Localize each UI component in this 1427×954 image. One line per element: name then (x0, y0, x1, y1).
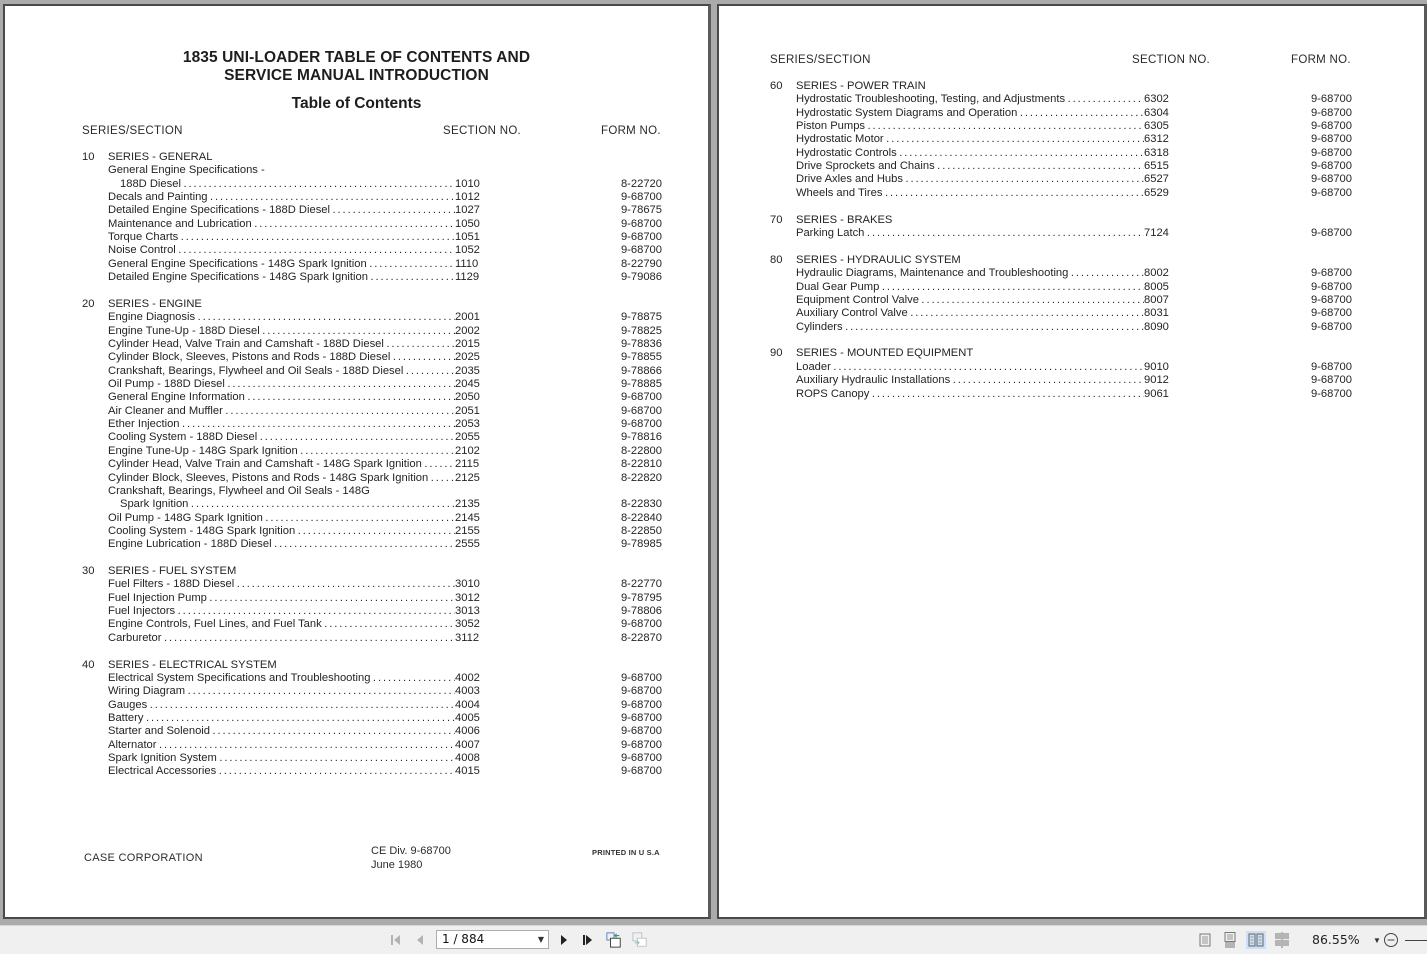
toc-entry-section-number: 1012 (455, 191, 480, 204)
toc-entry-title: Piston Pumps . . . (796, 120, 1144, 133)
toc-entry-title: Fuel Injection Pump . . . (108, 592, 455, 605)
toc-entry-form-number: 9-68700 (620, 618, 662, 631)
toc-list-left (82, 151, 662, 779)
toc-entry-form-number: 8-22830 (620, 498, 662, 511)
series-gap (770, 334, 1352, 348)
last-page-icon[interactable] (580, 932, 596, 948)
toc-entry-form-number: 9-78675 (620, 204, 662, 217)
toc-entry-form-number: 9-78825 (620, 324, 662, 337)
toc-entry[interactable] (82, 739, 662, 752)
series-number: 10 (82, 151, 95, 163)
toc-entry-title: Hydrostatic System Diagrams and Operation . . . (796, 107, 1144, 120)
toc-entry-title: Cylinder Head, Valve Train and Camshaft - 188D Diesel . . . (108, 338, 455, 351)
toc-entry[interactable] (770, 120, 1352, 133)
toc-entry-section-number: 8007 (1144, 293, 1169, 306)
toc-entry-title: Engine Lubrication - 188D Diesel . . . (108, 538, 455, 551)
series-heading[interactable] (82, 565, 662, 578)
toc-entry-section-number: 1110 (455, 257, 479, 270)
toc-entry-section-number: 8002 (1144, 267, 1169, 280)
single-page-view-icon[interactable] (1195, 931, 1215, 949)
toc-entry-form-number: 9-68700 (620, 712, 662, 725)
toc-entry[interactable] (770, 307, 1352, 320)
toc-entry-title: Air Cleaner and Muffler . . . (108, 405, 455, 418)
toc-entry[interactable] (82, 325, 662, 338)
toc-entry-form-number: 9-68700 (1310, 146, 1352, 159)
zoom-level[interactable]: 86.55% (1312, 932, 1360, 947)
toc-entry-section-number: 1010 (455, 177, 480, 190)
column-header-form: FORM NO. (1291, 54, 1351, 66)
toc-entry-section-number: 4002 (455, 672, 480, 685)
toc-entry-section-number: 9061 (1144, 387, 1169, 400)
toc-entry-section-number: 2102 (455, 444, 480, 457)
toc-entry-form-number: 9-68700 (620, 725, 662, 738)
toc-entry-form-number: 8-22770 (620, 578, 662, 591)
toc-entry[interactable] (770, 160, 1352, 173)
toc-entry-form-number: 9-78866 (620, 364, 662, 377)
toc-entry-form-number: 8-22870 (620, 631, 662, 644)
toc-entry[interactable] (82, 458, 662, 471)
toc-entry-section-number: 6318 (1144, 146, 1169, 159)
previous-page-icon[interactable] (412, 932, 428, 948)
toc-entry[interactable] (770, 321, 1352, 334)
toc-entry-title: General Engine Specifications - 148G Spark Ignition . . . (108, 258, 455, 271)
toc-entry-form-number: 9-68700 (1310, 186, 1352, 199)
toc-entry[interactable] (770, 281, 1352, 294)
toc-entry-form-number: 9-68700 (1310, 160, 1352, 173)
toc-entry[interactable] (770, 374, 1352, 387)
series-heading[interactable] (770, 214, 1352, 227)
series-number: 40 (82, 658, 95, 671)
toc-list-right (770, 80, 1352, 401)
toc-entry[interactable] (770, 173, 1352, 186)
toc-entry-section-number: 2050 (455, 391, 480, 404)
toc-entry-title: Torque Charts . . . (108, 231, 455, 244)
document-title-line1: 1835 UNI-LOADER TABLE OF CONTENTS AND (182, 49, 531, 66)
series-heading[interactable] (770, 347, 1352, 360)
series-gap (770, 240, 1352, 254)
toc-entry-title: Cylinders . . . (796, 321, 1144, 334)
toc-entry[interactable] (770, 227, 1352, 240)
toc-entry-title: Electrical Accessories . . . (108, 765, 455, 778)
series-number: 70 (770, 213, 783, 226)
toc-entry[interactable] (82, 204, 662, 217)
toc-entry-form-number: 8-22790 (620, 257, 662, 270)
toc-entry-section-number: 2125 (455, 471, 480, 484)
toc-entry-form-number: 9-68700 (620, 738, 662, 751)
toc-entry-title: Starter and Solenoid . . . (108, 725, 455, 738)
toc-entry-form-number: 9-68700 (1310, 307, 1352, 320)
toc-entry-section-number: 9010 (1144, 360, 1169, 373)
division-form-number: CE Div. 9-68700 (371, 845, 451, 857)
toc-entry-form-number: 9-68700 (620, 698, 662, 711)
series-title: SERIES - FUEL SYSTEM (108, 565, 237, 578)
series-group (82, 298, 662, 552)
toc-entry[interactable] (770, 267, 1352, 280)
toc-entry[interactable] (82, 592, 662, 605)
toc-entry-title: Carburetor . . . (108, 632, 455, 645)
column-header-series: SERIES/SECTION (770, 54, 871, 66)
toc-entry-title: Wheels and Tires . . . (796, 187, 1144, 200)
series-gap (82, 552, 662, 566)
series-heading[interactable] (770, 80, 1352, 93)
series-heading[interactable] (770, 254, 1352, 267)
next-view-icon[interactable] (632, 932, 648, 948)
toc-entry[interactable] (82, 605, 662, 618)
toc-entry-form-number: 9-68700 (1310, 227, 1352, 240)
toc-entry-section-number: 3012 (455, 591, 480, 604)
toc-entry-form-number: 9-78885 (620, 378, 662, 391)
toc-entry-title: Engine Controls, Fuel Lines, and Fuel Tank . . . (108, 618, 455, 631)
toc-entry-section-number: 1050 (455, 217, 480, 230)
toc-entry-form-number: 9-68700 (1310, 320, 1352, 333)
page-indicator: 1 / 884 (442, 932, 485, 946)
toc-entry-section-number: 1052 (455, 244, 480, 257)
toc-entry-section-number: 2155 (455, 524, 480, 537)
toc-entry-title: Fuel Filters - 188D Diesel . . . (108, 578, 455, 591)
toc-entry-title: Spark Ignition System . . . (108, 752, 455, 765)
series-number: 20 (82, 297, 95, 310)
toc-entry-section-number: 6302 (1144, 93, 1169, 106)
toc-entry-section-number: 1051 (455, 231, 480, 244)
toc-entry[interactable] (82, 231, 662, 244)
toc-entry-title: Auxiliary Control Valve . . . (796, 307, 1144, 320)
toc-entry-title: Fuel Injectors . . . (108, 605, 455, 618)
toc-entry-title: Alternator . . . (108, 739, 455, 752)
zoom-dropdown-arrow-icon[interactable]: ▼ (1373, 935, 1381, 945)
toc-entry-section-number: 2135 (455, 498, 480, 511)
toc-entry-section-number: 4005 (455, 712, 480, 725)
toc-entry-form-number: 9-68700 (1310, 360, 1352, 373)
toc-entry-form-number: 9-78795 (620, 591, 662, 604)
toc-entry-form-number: 9-68700 (1310, 387, 1352, 400)
previous-view-icon[interactable] (606, 932, 622, 948)
toc-entry-title: Parking Latch . . . (796, 227, 1144, 240)
toc-entry-section-number: 6529 (1144, 186, 1169, 199)
toc-entry-section-number: 2555 (455, 538, 480, 551)
zoom-out-icon[interactable] (1383, 932, 1399, 948)
series-group (770, 347, 1352, 400)
toc-entry[interactable] (770, 133, 1352, 146)
toc-entry-section-number: 4006 (455, 725, 480, 738)
series-title: SERIES - MOUNTED EQUIPMENT (796, 347, 974, 360)
toc-entry-form-number: 9-68700 (620, 765, 662, 778)
toc-entry-form-number: 9-68700 (620, 244, 662, 257)
toc-entry-form-number: 9-68700 (1310, 173, 1352, 186)
toc-entry-section-number: 6312 (1144, 133, 1169, 146)
toc-entry-section-number: 9012 (1144, 374, 1169, 387)
toc-entry-form-number: 9-68700 (1310, 280, 1352, 293)
toc-entry[interactable] (82, 418, 662, 431)
toc-entry-title: Noise Control . . . (108, 244, 455, 257)
toc-entry-title: Wiring Diagram . . . (108, 685, 455, 698)
toc-entry-form-number: 9-68700 (620, 672, 662, 685)
toc-entry[interactable] (82, 311, 662, 324)
series-group (770, 80, 1352, 200)
toc-entry-title: Gauges . . . (108, 699, 455, 712)
toc-entry-form-number: 8-22800 (620, 444, 662, 457)
toc-entry-form-number: 9-79086 (620, 271, 662, 284)
zoom-slider-track[interactable] (1405, 940, 1427, 941)
toc-entry[interactable] (82, 431, 662, 444)
toc-entry-section-number: 4015 (455, 765, 480, 778)
toc-entry[interactable] (770, 388, 1352, 401)
series-gap (82, 284, 662, 298)
toc-entry-title: Crankshaft, Bearings, Flywheel and Oil Seals - 148G (108, 484, 370, 497)
toc-entry-title: Hydrostatic Controls . . . (796, 147, 1144, 160)
toc-entry-title: Drive Axles and Hubs . . . (796, 173, 1144, 186)
toc-entry[interactable] (82, 725, 662, 738)
toc-entry-title: Spark Ignition . . . (120, 498, 455, 511)
toc-entry-form-number: 9-68700 (620, 391, 662, 404)
continuous-view-icon[interactable] (1220, 931, 1240, 949)
toc-entry[interactable] (82, 672, 662, 685)
toc-entry-title: Decals and Painting . . . (108, 191, 455, 204)
document-page-right (717, 4, 1427, 919)
column-header-section: SECTION NO. (1132, 54, 1211, 66)
toc-entry-title: Detailed Engine Specifications - 148G Spark Ignition . . . (108, 271, 455, 284)
toc-entry-title: Engine Diagnosis . . . (108, 311, 455, 324)
toc-entry[interactable] (82, 258, 662, 271)
column-header-series: SERIES/SECTION (82, 125, 183, 137)
toc-entry-title: Oil Pump - 148G Spark Ignition . . . (108, 512, 455, 525)
toc-entry-form-number: 9-78816 (620, 431, 662, 444)
toc-entry-title: Hydrostatic Motor . . . (796, 133, 1144, 146)
toc-entry-form-number: 9-78806 (620, 605, 662, 618)
toc-entry-section-number: 4004 (455, 698, 480, 711)
toc-entry-title: Electrical System Specifications and Troubleshooting . . . (108, 672, 455, 685)
page-number-input[interactable] (436, 930, 549, 949)
toc-entry-section-number: 2055 (455, 431, 480, 444)
toc-entry[interactable] (770, 361, 1352, 374)
series-heading[interactable] (82, 151, 662, 164)
toc-entry-form-number: 9-68700 (1310, 120, 1352, 133)
toc-entry-title: Oil Pump - 188D Diesel . . . (108, 378, 455, 391)
toc-entry-section-number: 3052 (455, 618, 480, 631)
toc-entry[interactable] (82, 405, 662, 418)
series-group (82, 565, 662, 645)
toc-entry-form-number: 8-22820 (620, 471, 662, 484)
toc-entry-title: Cooling System - 188D Diesel . . . (108, 431, 455, 444)
toc-entry-section-number: 2015 (455, 338, 480, 351)
series-title: SERIES - ENGINE (108, 297, 202, 310)
toc-entry-form-number: 9-68700 (620, 752, 662, 765)
toc-entry[interactable] (82, 752, 662, 765)
toc-entry-title: Equipment Control Valve . . . (796, 294, 1144, 307)
toc-entry[interactable] (82, 525, 662, 538)
toc-entry[interactable] (82, 472, 662, 485)
toc-entry-form-number: 9-78985 (620, 538, 662, 551)
toc-entry[interactable] (82, 685, 662, 698)
column-header-form: FORM NO. (601, 125, 661, 137)
toc-entry-form-number: 9-78855 (620, 351, 662, 364)
toc-entry-form-number: 9-68700 (620, 685, 662, 698)
toc-entry[interactable] (82, 765, 662, 778)
toc-entry[interactable] (82, 632, 662, 645)
toc-entry-title: Dual Gear Pump . . . (796, 281, 1144, 294)
toc-entry-form-number: 9-68700 (1310, 374, 1352, 387)
toc-entry-title: ROPS Canopy . . . (796, 388, 1144, 401)
toc-entry-section-number: 2035 (455, 364, 480, 377)
toc-entry[interactable] (770, 107, 1352, 120)
toc-entry-form-number: 9-68700 (620, 191, 662, 204)
series-group (770, 254, 1352, 334)
toc-entry-title: General Engine Information . . . (108, 391, 455, 404)
toc-entry-title: Cylinder Head, Valve Train and Camshaft - 148G Spark Ignition . . . (108, 458, 455, 471)
toc-entry-title: Engine Tune-Up - 148G Spark Ignition . . . (108, 445, 455, 458)
navigation-statusbar (0, 925, 1427, 954)
series-title: SERIES - GENERAL (108, 151, 213, 163)
toc-entry-title: Detailed Engine Specifications - 188D Diesel . . . (108, 204, 455, 217)
toc-entry[interactable] (82, 699, 662, 712)
toc-entry-section-number: 2145 (455, 511, 480, 524)
toc-entry-title: Drive Sprockets and Chains . . . (796, 160, 1144, 173)
series-gap (82, 645, 662, 659)
toc-entry-title: Loader . . . (796, 361, 1144, 374)
toc-entry-form-number: 9-68700 (1310, 93, 1352, 106)
toc-entry-form-number: 9-68700 (1310, 106, 1352, 119)
toc-entry[interactable] (770, 93, 1352, 106)
toc-entry-section-number: 2025 (455, 351, 480, 364)
toc-entry-section-number: 3013 (455, 605, 480, 618)
toc-entry-section-number: 8031 (1144, 307, 1169, 320)
toc-entry-form-number: 9-68700 (1310, 293, 1352, 306)
toc-entry-title: General Engine Specifications - (108, 164, 265, 177)
toc-entry[interactable] (82, 498, 662, 511)
toc-entry[interactable] (82, 512, 662, 525)
toc-entry[interactable] (82, 391, 662, 404)
toc-entry[interactable] (82, 191, 662, 204)
toc-entry-form-number: 9-68700 (620, 418, 662, 431)
document-title-line2: SERVICE MANUAL INTRODUCTION (224, 67, 489, 84)
publication-date: June 1980 (371, 859, 423, 871)
toc-entry[interactable] (770, 187, 1352, 200)
series-heading[interactable] (82, 659, 662, 672)
toc-entry-section-number: 8090 (1144, 320, 1169, 333)
toc-entry[interactable] (82, 244, 662, 257)
toc-entry-title: Cylinder Block, Sleeves, Pistons and Rods - 148G Spark Ignition . . . (108, 472, 455, 485)
series-number: 60 (770, 80, 783, 92)
column-header-section: SECTION NO. (443, 125, 522, 137)
toc-entry[interactable] (82, 618, 662, 631)
toc-entry-section-number: 7124 (1144, 227, 1169, 240)
toc-entry-section-number: 8005 (1144, 280, 1169, 293)
series-group (770, 214, 1352, 241)
toc-entry[interactable] (82, 271, 662, 284)
toc-entry[interactable] (82, 578, 662, 591)
toc-entry-title: Cylinder Block, Sleeves, Pistons and Rods - 188D Diesel . . . (108, 351, 455, 364)
first-page-icon[interactable] (388, 932, 404, 948)
toc-entry-section-number: 2002 (455, 324, 480, 337)
toc-entry-section-number: 4008 (455, 752, 480, 765)
facing-view-icon[interactable] (1246, 931, 1266, 949)
toc-entry[interactable] (82, 351, 662, 364)
series-gap (770, 200, 1352, 214)
toc-entry-title: Battery . . . (108, 712, 455, 725)
series-number: 30 (82, 565, 95, 578)
document-page-left (3, 4, 711, 919)
table-of-contents-heading: Table of Contents (291, 95, 422, 112)
series-title: SERIES - BRAKES (796, 213, 893, 226)
toc-entry-form-number: 9-68700 (1310, 267, 1352, 280)
toc-entry-form-number: 9-68700 (1310, 133, 1352, 146)
toc-entry-section-number: 6515 (1144, 160, 1169, 173)
toc-entry-section-number: 2053 (455, 418, 480, 431)
printed-in-label: PRINTED IN U S.A (592, 848, 660, 857)
toc-entry-section-number: 6304 (1144, 106, 1169, 119)
series-group (82, 151, 662, 284)
toc-entry-section-number: 3112 (455, 631, 480, 644)
company-name: CASE CORPORATION (84, 852, 203, 864)
toc-entry-form-number: 8-22840 (620, 511, 662, 524)
toc-entry-title: Auxiliary Hydraulic Installations . . . (796, 374, 1144, 387)
series-title: SERIES - POWER TRAIN (796, 80, 926, 92)
toc-entry[interactable] (770, 294, 1352, 307)
toc-entry-section-number: 2001 (455, 311, 480, 324)
toc-entry-title: 188D Diesel . . . (120, 178, 455, 191)
toc-entry-section-number: 1027 (455, 204, 480, 217)
toc-entry-title: Hydraulic Diagrams, Maintenance and Troubleshooting . . . (796, 267, 1144, 280)
toc-entry-form-number: 9-78875 (620, 311, 662, 324)
series-number: 90 (770, 347, 783, 360)
toc-entry[interactable] (82, 485, 662, 498)
toc-entry-form-number: 9-68700 (620, 231, 662, 244)
toc-entry-section-number: 2051 (455, 404, 480, 417)
toc-entry-form-number: 9-68700 (620, 404, 662, 417)
toc-entry[interactable] (82, 178, 662, 191)
toc-entry[interactable] (82, 538, 662, 551)
series-number: 80 (770, 253, 783, 266)
toc-entry-section-number: 6527 (1144, 173, 1169, 186)
toc-entry[interactable] (82, 338, 662, 351)
series-title: SERIES - HYDRAULIC SYSTEM (796, 253, 961, 266)
toc-entry-form-number: 8-22850 (620, 524, 662, 537)
toc-entry[interactable] (82, 712, 662, 725)
toc-entry-title: Ether Injection . . . (108, 418, 455, 431)
toc-entry[interactable] (770, 147, 1352, 160)
toc-entry-section-number: 2115 (455, 458, 480, 471)
toc-entry[interactable] (82, 164, 662, 177)
series-heading[interactable] (82, 298, 662, 311)
toc-entry-form-number: 9-68700 (620, 217, 662, 230)
toc-entry-title: Engine Tune-Up - 188D Diesel . . . (108, 325, 455, 338)
toc-entry-section-number: 2045 (455, 378, 480, 391)
toc-entry-section-number: 1129 (455, 271, 480, 284)
next-page-icon[interactable] (556, 932, 572, 948)
toc-entry-form-number: 9-78836 (620, 338, 662, 351)
series-group (82, 659, 662, 779)
toc-entry[interactable] (82, 445, 662, 458)
page-dropdown-arrow-icon[interactable]: ▼ (537, 935, 544, 944)
toc-entry-section-number: 6305 (1144, 120, 1169, 133)
toc-entry[interactable] (82, 365, 662, 378)
toc-entry-title: Crankshaft, Bearings, Flywheel and Oil Seals - 188D Diesel . . . (108, 365, 455, 378)
toc-entry-form-number: 8-22810 (620, 458, 662, 471)
toc-entry-section-number: 4007 (455, 738, 480, 751)
toc-entry[interactable] (82, 378, 662, 391)
continuous-facing-view-icon[interactable] (1272, 931, 1292, 949)
toc-entry-title: Cooling System - 148G Spark Ignition . . . (108, 525, 455, 538)
toc-entry-form-number: 8-22720 (620, 177, 662, 190)
toc-entry-section-number: 4003 (455, 685, 480, 698)
series-title: SERIES - ELECTRICAL SYSTEM (108, 658, 277, 671)
toc-entry-title: Maintenance and Lubrication . . . (108, 218, 455, 231)
toc-entry-section-number: 3010 (455, 578, 480, 591)
toc-entry-title: Hydrostatic Troubleshooting, Testing, and Adjustments . . . (796, 93, 1144, 106)
toc-entry[interactable] (82, 218, 662, 231)
